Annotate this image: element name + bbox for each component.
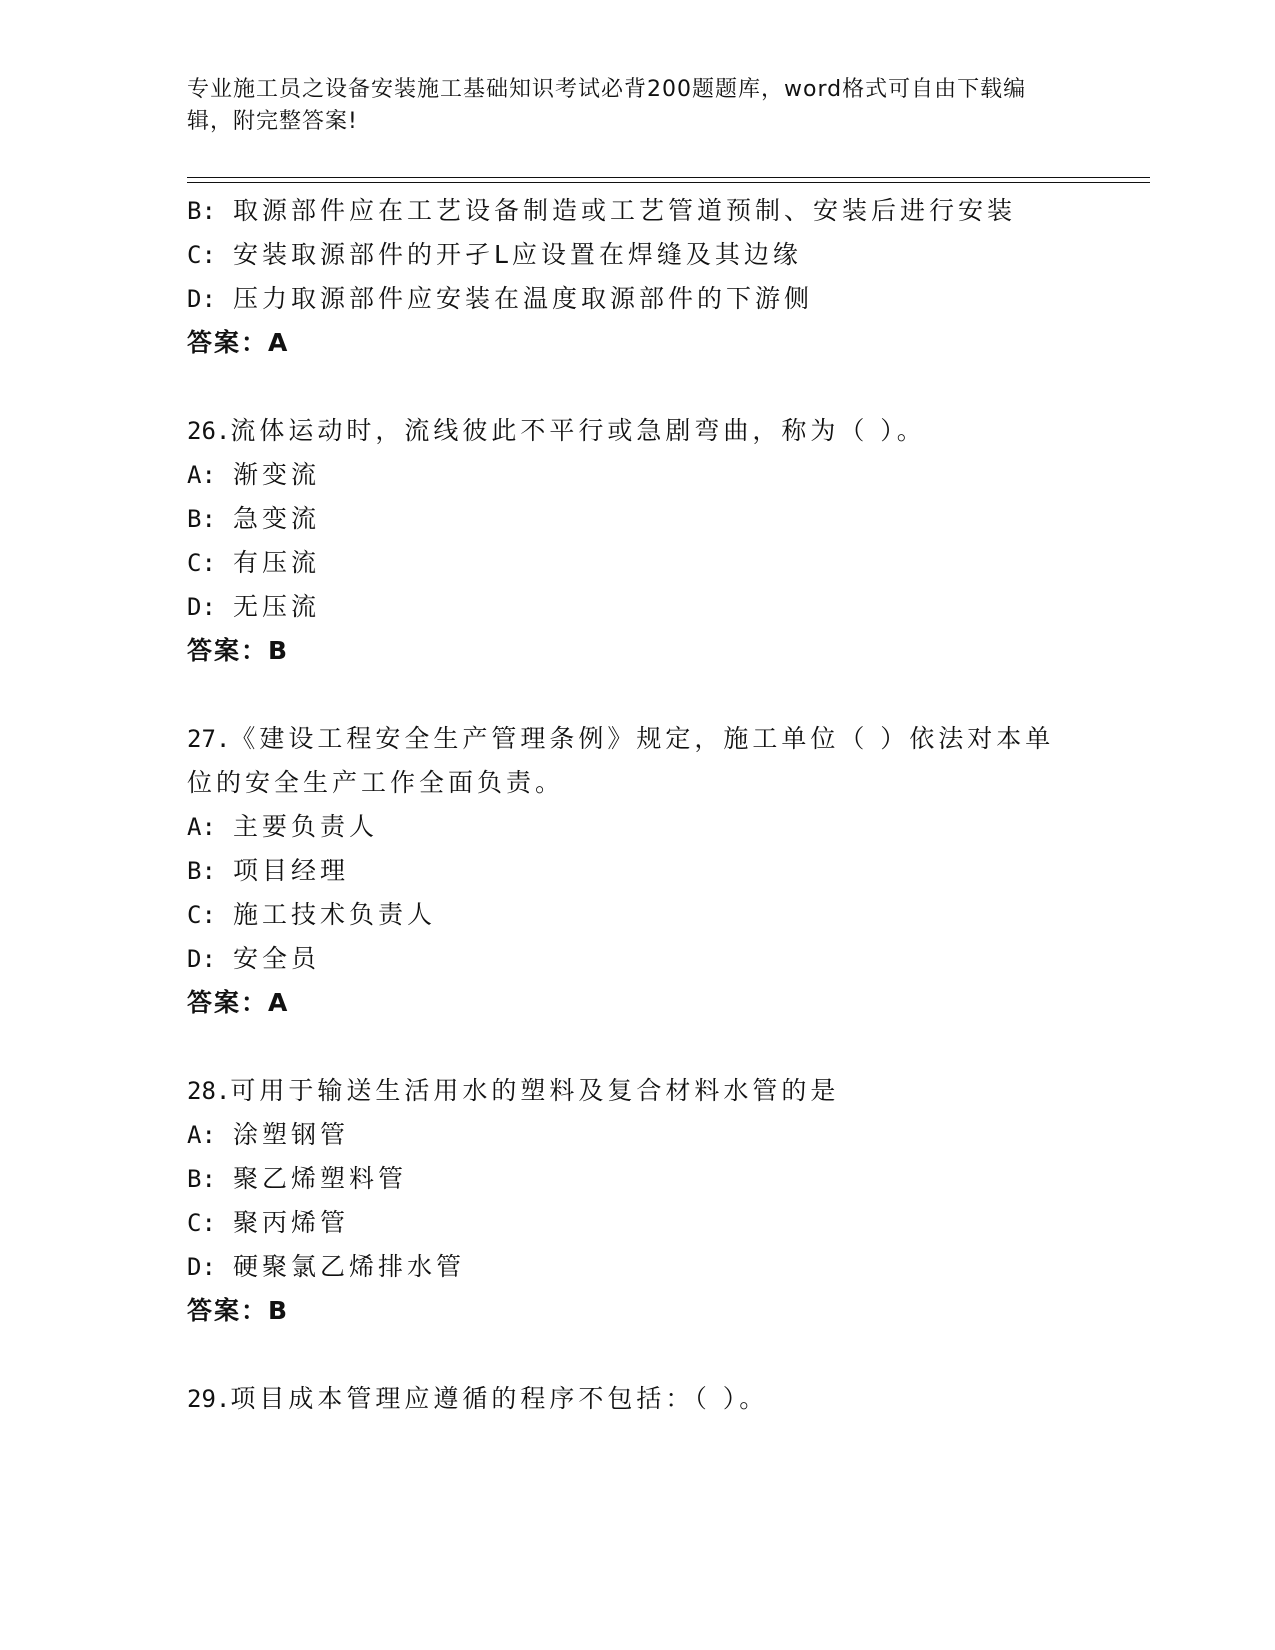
option-letter: D:: [187, 1253, 216, 1281]
option-b: [187, 856, 349, 886]
option-letter: C:: [187, 901, 216, 929]
option-text: 渐变流: [233, 460, 321, 489]
question-text: 流体运动时，流线彼此不平行或急剧弯曲，称为（ ）。: [230, 416, 926, 445]
header-title: 专业施工员之设备安装施工基础知识考试必背200题题库，word格式可自由下载编辑，附完整答案!: [187, 77, 1027, 134]
option-letter: A:: [187, 813, 216, 841]
option-letter: D:: [187, 285, 216, 313]
option-text: 涂塑钢管: [233, 1120, 350, 1149]
option-text: 有压流: [233, 548, 321, 577]
question-text: 项目成本管理应遵循的程序不包括：（ ）。: [230, 1384, 769, 1413]
option-text: 安装取源部件的开孑L应设置在焊缝及其边缘: [233, 240, 802, 269]
option-a: [187, 460, 320, 490]
option-d: [187, 944, 320, 974]
option-c: [187, 1208, 349, 1238]
option-text: 硬聚氯乙烯排水管: [233, 1252, 466, 1281]
option-text: 无压流: [233, 592, 321, 621]
option-a: [187, 1120, 349, 1150]
option-d: [187, 284, 813, 314]
option-text: 主要负责人: [233, 812, 379, 841]
option-letter: C:: [187, 241, 216, 269]
option-b: [187, 1164, 407, 1194]
option-letter: B:: [187, 505, 216, 533]
question-27-continued: 位的安全生产工作全面负责。: [187, 768, 565, 797]
option-letter: A:: [187, 1121, 216, 1149]
question-number: 26.: [187, 417, 231, 445]
answer: 答案：B: [187, 636, 290, 665]
question-29: [187, 1384, 768, 1414]
option-b: [187, 196, 1016, 226]
option-text: 施工技术负责人: [233, 900, 437, 929]
option-letter: C:: [187, 1209, 216, 1237]
option-text: 聚丙烯管: [233, 1208, 350, 1237]
answer: 答案：A: [187, 988, 290, 1017]
option-letter: C:: [187, 549, 216, 577]
option-letter: B:: [187, 857, 216, 885]
question-number: 29.: [187, 1385, 231, 1413]
option-letter: D:: [187, 593, 216, 621]
question-text: 可用于输送生活用水的塑料及复合材料水管的是: [230, 1076, 840, 1105]
option-text: 压力取源部件应安装在温度取源部件的下游侧: [233, 284, 814, 313]
answer: 答案：A: [187, 328, 290, 357]
option-a: [187, 812, 378, 842]
option-c: [187, 548, 320, 578]
option-letter: B:: [187, 197, 216, 225]
option-d: [187, 592, 320, 622]
option-d: [187, 1252, 465, 1282]
option-letter: D:: [187, 945, 216, 973]
option-text: 取源部件应在工艺设备制造或工艺管道预制、安装后进行安装: [233, 196, 1017, 225]
option-text: 项目经理: [233, 856, 350, 885]
question-text: 《建设工程安全生产管理条例》规定，施工单位（ ）依法对本单: [230, 724, 1055, 753]
question-27: [187, 724, 1054, 754]
question-28: [187, 1076, 839, 1106]
question-26: [187, 416, 926, 446]
option-letter: B:: [187, 1165, 216, 1193]
option-text: 安全员: [233, 944, 321, 973]
answer: 答案：B: [187, 1296, 290, 1325]
option-letter: A:: [187, 461, 216, 489]
question-number: 28.: [187, 1077, 231, 1105]
option-b: [187, 504, 320, 534]
option-c: [187, 900, 436, 930]
header-divider-top: [187, 177, 1150, 178]
question-number: 27.: [187, 725, 231, 753]
option-text: 急变流: [233, 504, 321, 533]
option-text: 聚乙烯塑料管: [233, 1164, 408, 1193]
option-c: [187, 240, 802, 270]
document-header: [187, 74, 1067, 138]
header-divider-bottom: [187, 182, 1150, 183]
